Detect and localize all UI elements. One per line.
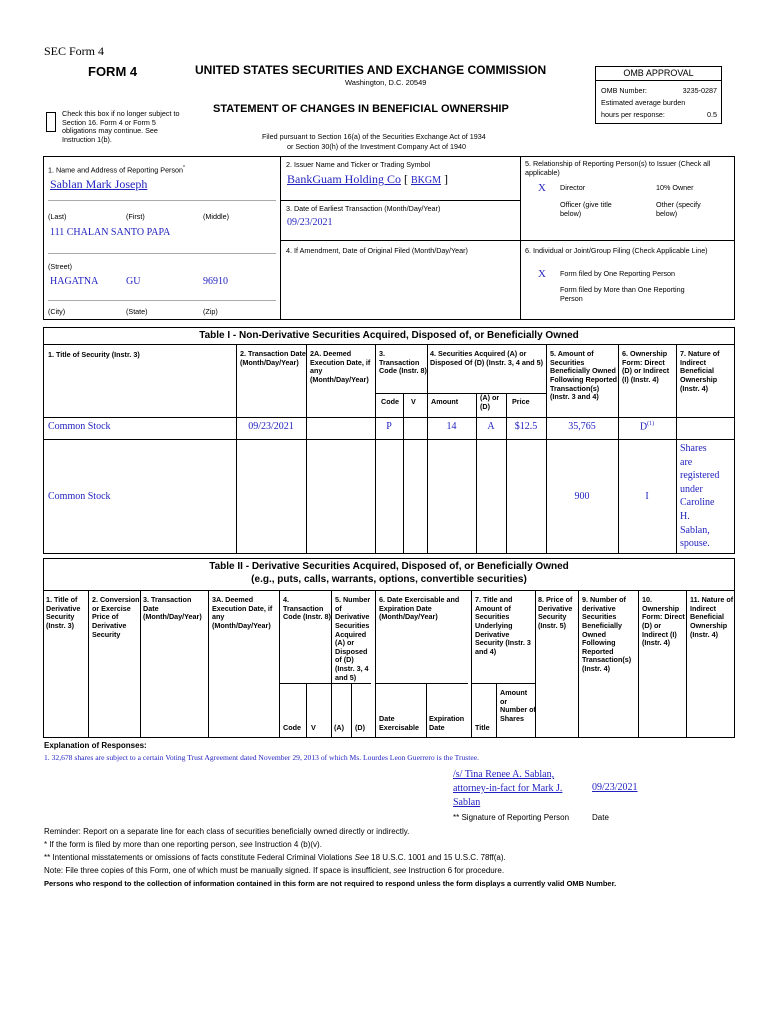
t1-row2-title: Common Stock	[48, 491, 111, 502]
omb-number-label: OMB Number:	[601, 86, 647, 95]
t2-col-price: 8. Price of Derivative Security (Instr. 5)	[538, 595, 573, 630]
reporting-person-state: GU	[126, 276, 141, 287]
filing-label: 6. Individual or Joint/Group Filing (Check Applicable Line)	[525, 246, 708, 255]
ten-percent-owner-label: 10% Owner	[656, 183, 694, 192]
officer-label: Officer (give title below)	[560, 200, 612, 218]
t1-subcol-price: Price	[512, 397, 530, 406]
relationship-label: 5. Relationship of Reporting Person(s) to Issuer (Check all applicable)	[525, 159, 711, 177]
t2-col-deemed: 3A. Deemed Execution Date, if any (Month/Day/Year)	[212, 595, 273, 630]
director-mark[interactable]: X	[538, 182, 546, 194]
reporting-person-name[interactable]: Sablan Mark Joseph	[50, 177, 148, 191]
t1-col-nature: 7. Nature of Indirect Beneficial Ownership (Instr. 4)	[680, 349, 720, 393]
ticker-link[interactable]: BKGM	[411, 175, 442, 186]
filed-pursuant-1: Filed pursuant to Section 16(a) of the Securities Exchange Act of 1934	[262, 132, 486, 141]
t1-col-form: 6. Ownership Form: Direct (D) or Indirect (I) (Instr. 4)	[622, 349, 670, 384]
t1-col-code: 3. Transaction Code (Instr. 8)	[379, 349, 427, 376]
footer-note-1: * If the form is filed by more than one reporting person, see Instruction 4 (b)(v).	[44, 840, 322, 849]
omb-burden-label: Estimated average burden	[601, 98, 686, 107]
t2-subcol-expiration: Expiration Date	[429, 714, 465, 732]
t1-col-acquired: 4. Securities Acquired (A) or Disposed Of (D) (Instr. 3, 4 and 5)	[430, 349, 544, 367]
t1-col-deemed: 2A. Deemed Execution Date, if any (Month/Day/Year)	[310, 349, 371, 384]
amendment-label: 4. If Amendment, Date of Original Filed (Month/Day/Year)	[286, 246, 468, 255]
other-label: Other (specify below)	[656, 200, 701, 218]
reporting-person-zip: 96910	[203, 276, 228, 287]
signature-line-2[interactable]: attorney-in-fact for Mark J.	[453, 783, 563, 794]
t2-subcol-code: Code	[283, 723, 301, 732]
middle-name-label: (Middle)	[203, 212, 229, 221]
t2-col-owned: 9. Number of derivative Securities Beneficially Owned Following Reported Transaction(s) (Instr. 4)	[582, 595, 632, 674]
t1-row1-amount: 14	[446, 421, 457, 432]
signature-line-1[interactable]: /s/ Tina Renee A. Sablan,	[453, 769, 555, 780]
earliest-transaction-date: 09/23/2021	[287, 217, 333, 228]
explanation-label: Explanation of Responses:	[44, 741, 147, 750]
state-label: (State)	[126, 307, 148, 316]
t1-row2-nature: Shares are registered under Caroline H. Sablan, spouse.	[680, 443, 720, 550]
t1-subcol-v: V	[411, 397, 416, 406]
no-longer-subject-checkbox[interactable]	[46, 112, 56, 132]
reporting-person-address: 111 CHALAN SANTO PAPA	[50, 227, 171, 238]
sec-form-label: SEC Form 4	[44, 44, 105, 58]
t1-row1-price: $12.5	[514, 421, 538, 432]
table-1-title: Table I - Non-Derivative Securities Acquired, Disposed of, or Beneficially Owned	[199, 330, 579, 341]
t1-subcol-aord: (A) or (D)	[480, 393, 500, 411]
table-2-title: Table II - Derivative Securities Acquired, Disposed of, or Beneficially Owned	[209, 561, 569, 572]
t2-col-title: 1. Title of Derivative Security (Instr. 3)	[46, 595, 81, 630]
filed-pursuant-2: or Section 30(h) of the Investment Company Act of 1940	[287, 142, 466, 151]
t1-col-date: 2. Transaction Date (Month/Day/Year)	[240, 349, 306, 367]
statement-title: STATEMENT OF CHANGES IN BENEFICIAL OWNERSHIP	[213, 103, 509, 115]
omb-hours-label: hours per response:	[601, 110, 665, 119]
signature-block	[453, 768, 562, 810]
issuer-label: 2. Issuer Name and Ticker or Trading Symbol	[286, 160, 431, 169]
t2-col-underlying: 7. Title and Amount of Securities Underlying Derivative Security (Instr. 3 and 4)	[475, 595, 531, 656]
omb-number-value: 3235-0287	[682, 86, 717, 95]
t1-row1-aord: A	[487, 421, 495, 432]
zip-label: (Zip)	[203, 307, 218, 316]
signature-label: ** Signature of Reporting Person	[453, 813, 570, 822]
t1-subcol-amount: Amount	[431, 397, 459, 406]
omb-title: OMB APPROVAL	[596, 67, 721, 81]
last-name-label: (Last)	[48, 212, 67, 221]
t2-col-number: 5. Number of Derivative Securities Acquired (A) or Disposed of (D) (Instr. 3, 4 and 5)	[335, 595, 371, 682]
t1-row1-code: P	[386, 421, 392, 432]
t2-subcol-v: V	[311, 723, 316, 732]
signature-line-3[interactable]: Sablan	[453, 797, 481, 808]
checkbox-instruction: Check this box if no longer subject to Section 16. Form 4 or Form 5 obligations may continue. See Instruction 1(b).	[62, 109, 180, 144]
t2-subcol-date-ex: Date Exercisable	[379, 714, 419, 732]
t2-col-exercisable: 6. Date Exercisable and Expiration Date (Month/Day/Year)	[379, 595, 460, 622]
reporting-person-city: HAGATNA	[50, 276, 99, 287]
commission-location: Washington, D.C. 20549	[345, 78, 427, 87]
reporting-person-label: 1. Name and Address of Reporting Person*	[48, 165, 185, 175]
signature-date-label: Date	[592, 813, 609, 822]
t1-row1-owned: 35,765	[568, 421, 596, 432]
t2-subcol-d: (D)	[355, 723, 365, 732]
more-persons-label: Form filed by More than One Reporting Person	[560, 285, 685, 303]
first-name-label: (First)	[126, 212, 145, 221]
t1-row2-form: I	[645, 491, 649, 502]
footnote-1-ref[interactable]: (1)	[647, 421, 655, 427]
omb-approval-box	[595, 66, 722, 124]
footer-reminder: Reminder: Report on a separate line for each class of securities beneficially owned directly or indirectly.	[44, 827, 410, 836]
issuer-name-link[interactable]: BankGuam Holding Co	[287, 172, 401, 186]
t2-subcol-amount: Amount or Number of Shares	[500, 688, 536, 723]
issuer-name-ticker: BankGuam Holding Co [ BKGM ]	[287, 172, 449, 186]
form-number: FORM 4	[88, 64, 138, 79]
omb-hours-value: 0.5	[707, 110, 717, 119]
t2-col-date: 3. Transaction Date (Month/Day/Year)	[143, 595, 202, 622]
t1-col-owned: 5. Amount of Securities Beneficially Owned Following Reported Transaction(s) (Instr. 3 and 4)	[550, 349, 618, 402]
t1-row1-title: Common Stock	[48, 421, 111, 432]
footer-note-2: ** Intentional misstatements or omissions of facts constitute Federal Criminal Violations See 18 U.S.C. 1001 and 15 U.S.C. 78ff(a).	[44, 853, 506, 862]
t2-subcol-a: (A)	[334, 723, 344, 732]
t1-row1-form: $D^{(1)}$	[639, 421, 655, 433]
one-person-label: Form filed by One Reporting Person	[560, 269, 676, 278]
t1-col-title: 1. Title of Security (Instr. 3)	[48, 350, 140, 359]
footnote-1: 1. 32,678 shares are subject to a certain Voting Trust Agreement dated November 29, 2013 of which Ms. Lourdes Leon Guerrero is the Trustee.	[44, 753, 480, 762]
commission-title: UNITED STATES SECURITIES AND EXCHANGE COMMISSION	[195, 63, 547, 77]
signature-date-link[interactable]: 09/23/2021	[592, 782, 638, 793]
t2-col-nature: 11. Nature of Indirect Beneficial Ownership (Instr. 4)	[690, 595, 734, 639]
t1-subcol-code: Code	[381, 397, 399, 406]
footer-omb-notice: Persons who respond to the collection of information contained in this form are not required to respond unless the form displays a currently valid OMB Number.	[44, 879, 617, 888]
t1-row2-owned: 900	[574, 491, 590, 502]
signature-date	[592, 782, 638, 793]
t1-row1-date: 09/23/2021	[248, 421, 294, 432]
t2-subcol-title: Title	[475, 723, 490, 732]
street-label: (Street)	[48, 262, 72, 271]
city-label: (City)	[48, 307, 66, 316]
t2-col-form: 10. Ownership Form: Direct (D) or Indirect (I) (Instr. 4)	[642, 595, 685, 648]
t2-col-code: 4. Transaction Code (Instr. 8)	[283, 595, 331, 622]
t2-col-conversion: 2. Conversion or Exercise Price of Derivative Security	[92, 595, 140, 639]
footer-note-3: Note: File three copies of this Form, one of which must be manually signed. If space is insufficient, see Instruction 6 for procedure.	[44, 866, 505, 875]
director-label: Director	[560, 183, 586, 192]
table-2-subtitle: (e.g., puts, calls, warrants, options, convertible securities)	[251, 574, 527, 585]
earliest-transaction-label: 3. Date of Earliest Transaction (Month/Day/Year)	[286, 204, 441, 213]
one-person-mark[interactable]: X	[538, 268, 546, 280]
